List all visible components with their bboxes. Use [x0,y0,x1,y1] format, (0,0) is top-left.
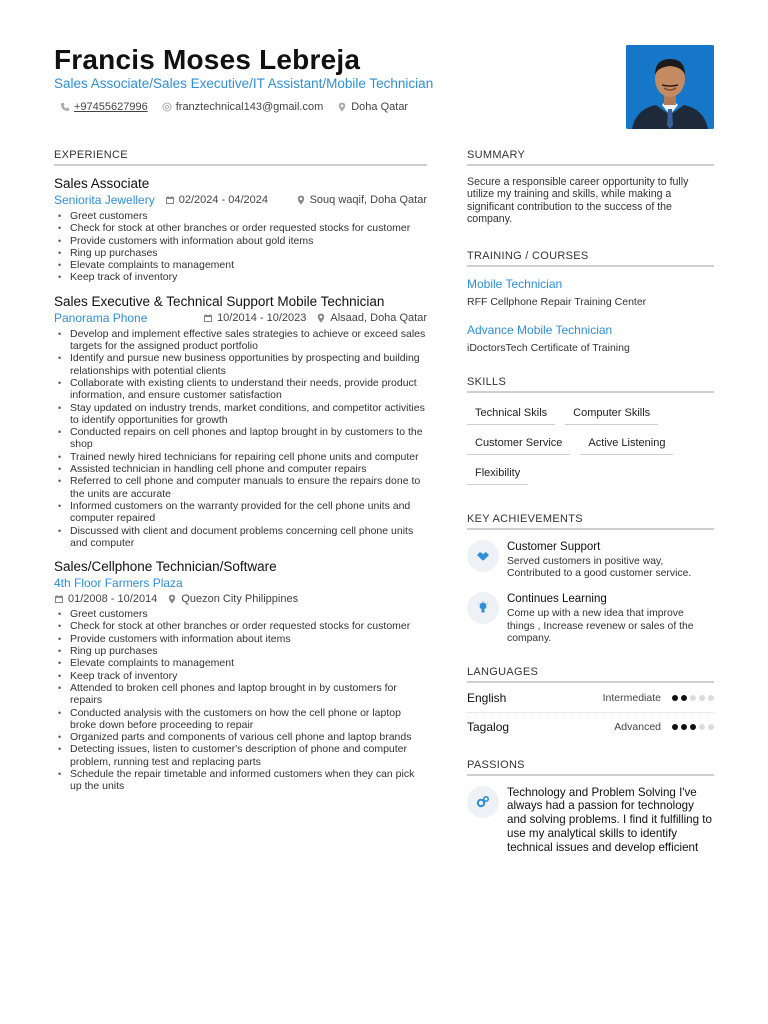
skill-tag: Technical Skils [467,403,555,425]
rating-dot-empty [690,695,696,701]
bullet: • Attended to broken cell phones and laptop brought in by customers for repairs [54,682,427,707]
left-column [54,149,427,803]
achievement-item [467,540,714,581]
phone-text[interactable]: +97455627996 [74,101,148,113]
location-icon [167,594,177,604]
rating-dot-filled [690,724,696,730]
bullet: • Referred to cell phone and computer manuals to ensure the repairs done to the units are accurate [54,475,427,500]
bullet: • Elevate complaints to management [54,259,427,271]
passions-heading: PASSIONS [467,759,714,776]
contact-email[interactable] [162,101,324,113]
gears-icon [467,786,499,818]
achievement-desc: Served customers in positive way, Contributed to a good customer service. [507,555,692,580]
achievement-title: Customer Support [507,540,601,553]
rating-dot-empty [708,695,714,701]
right-column [467,149,714,855]
course-name: Advance Mobile Technician [467,322,613,337]
job-company: Panorama Phone [54,310,148,325]
job-title: Sales Executive & Technical Support Mobile Technician [54,293,385,309]
candidate-subtitle: Sales Associate/Sales Executive/IT Assistant/Mobile Technician [54,76,434,91]
profile-photo [626,45,714,129]
bullet: • Ring up purchases [54,247,427,259]
job-3 [54,559,427,792]
job-company: 4th Floor Farmers Plaza [54,576,183,591]
job-bullets [54,210,427,284]
bullet: • Ring up purchases [54,645,427,657]
rating-dot-empty [699,695,705,701]
bullet: • Schedule the repair timetable and informed customers when they can pick up the units [54,768,427,793]
job-location [316,312,427,324]
passion-text: Technology and Problem Solving I've always had a passion for technology and solving problems. I find it fulfilling to use my analytical skills to identify technical issues and develop efficient [507,785,712,854]
location-icon [316,313,326,323]
summary-text: Secure a responsible career opportunity to fully utilize my training and skills, while making a significant contribution to the success of the company. [467,176,689,226]
skill-tag: Active Listening [580,433,673,455]
contact-bar [60,101,422,113]
job-meta [54,193,427,207]
course-item [467,323,714,354]
skills-heading: SKILLS [467,376,714,393]
bullet: • Provide customers with information about gold items [54,235,427,247]
job-dates-text: 02/2024 - 04/2024 [178,194,269,206]
bullet: • Greet customers [54,210,427,222]
language-row [467,685,714,713]
location-text: Doha Qatar [351,101,409,113]
bullet: • Check for stock at other branches or order requested stocks for customer [54,222,427,234]
bullet: • Conducted repairs on cell phones and laptop brought in by customers to the shop [54,426,427,451]
job-meta [54,311,427,325]
job-location-text: Quezon City Philippines [181,593,299,606]
rating-dot-filled [681,724,687,730]
job-2 [54,294,427,549]
bullet: • Greet customers [54,608,427,620]
job-meta [54,576,427,605]
job-location [167,593,298,605]
rating-dot-filled [681,695,687,701]
bullet: • Provide customers with information about items [54,633,427,645]
bullet: • Stay updated on industry trends, market conditions, and competitor activities to identify opportunities for growth [54,402,427,427]
job-location [296,194,427,206]
job-bullets [54,328,427,549]
bullet: • Collaborate with existing clients to understand their needs, provide product information, and ensure customer satisfaction [54,377,427,402]
job-company: Seniorita Jewellery [54,193,155,207]
job-title: Sales/Cellphone Technician/Software [54,559,277,575]
language-name: English [467,691,507,706]
rating-dot-empty [699,724,705,730]
bullet: • Conducted analysis with the customers on how the cell phone or laptop broke down before proceeding to repair [54,707,427,732]
phone-icon [60,102,70,112]
candidate-name: Francis Moses Lebreja [54,44,361,75]
achievement-item [467,592,714,645]
bullet: • Organized parts and components of various cell phone and laptop brands [54,731,427,743]
location-icon [337,102,347,112]
calendar-icon [165,195,175,205]
skill-tag: Customer Service [467,433,570,455]
contact-location [337,101,408,113]
email-text[interactable]: franztechnical143@gmail.com [175,101,324,113]
handshake-icon [467,540,499,572]
achievements-heading: KEY ACHIEVEMENTS [467,513,714,530]
language-rating [669,724,714,730]
job-dates [203,312,306,324]
skill-tag: Computer Skills [565,403,658,425]
bullet: • Keep track of inventory [54,271,427,283]
experience-heading: EXPERIENCE [54,149,427,166]
bullet: • Trained newly hired technicians for repairing cell phone units and computer [54,451,427,463]
achievement-desc: Come up with a new idea that improve things , Increase revenew or sales of the company. [507,608,694,645]
language-row [467,713,714,741]
location-icon [296,195,306,205]
bullet: • Develop and implement effective sales strategies to achieve or exceed sales targets for the assigned product portfolio [54,328,427,353]
course-item [467,277,714,308]
job-dates [165,194,268,206]
achievement-title: Continues Learning [507,593,607,606]
contact-phone[interactable] [60,101,148,113]
job-bullets [54,608,427,792]
rating-dot-filled [672,724,678,730]
passion-item [467,786,714,855]
language-name: Tagalog [467,719,510,734]
bullet: • Check for stock at other branches or order requested stocks for customer [54,620,427,632]
job-dates-text: 10/2014 - 10/2023 [217,311,307,324]
skill-tag: Flexibility [467,463,528,485]
language-rating [669,695,714,701]
bullet: • Keep track of inventory [54,670,427,682]
lightbulb-icon [467,592,499,624]
course-provider: RFF Cellphone Repair Training Center [467,295,647,308]
rating-dot-filled [672,695,678,701]
bullet: • Elevate complaints to management [54,657,427,669]
job-dates-text: 01/2008 - 10/2014 [68,593,158,606]
rating-dot-empty [708,724,714,730]
summary-heading: SUMMARY [467,149,714,166]
bullet: • Detecting issues, listen to customer's description of phone and computer problem, running test and replacing parts [54,743,427,768]
training-heading: TRAINING / COURSES [467,250,714,267]
languages-heading: LANGUAGES [467,666,714,683]
course-provider: iDoctorsTech Certificate of Training [467,341,630,354]
language-level: Advanced [614,720,661,733]
bullet: • Informed customers on the warranty provided for the cell phone units and computer repaired [54,500,427,525]
job-location-text: Souq waqif, Doha Qatar [309,194,427,206]
job-1 [54,176,427,284]
skills-list [467,403,714,493]
bullet: • Assisted technician in handling cell phone and computer repairs [54,463,427,475]
language-level: Intermediate [602,692,661,705]
job-dates [54,593,157,605]
calendar-icon [203,313,213,323]
at-icon [162,102,172,112]
course-name: Mobile Technician [467,276,563,291]
job-title: Sales Associate [54,176,150,191]
job-location-text: Alsaad, Doha Qatar [330,311,427,324]
calendar-icon [54,594,64,604]
bullet: • Discussed with client and document problems concerning cell phone units and computer [54,525,427,550]
bullet: • Identify and pursue new business opportunities by prospecting and building relationships with potential clients [54,352,427,377]
